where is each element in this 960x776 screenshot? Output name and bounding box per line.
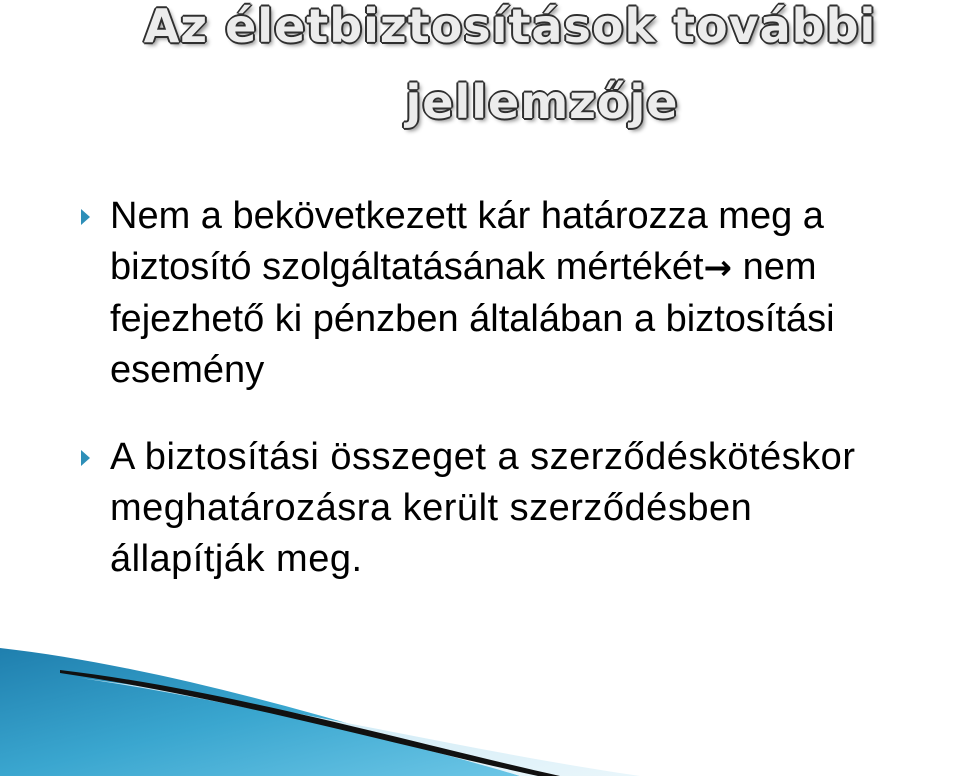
right-arrow-icon: → xyxy=(703,248,733,288)
bullet-2-line-2: meghatározásra került szerződésben xyxy=(110,487,753,529)
bullet-1-line-3: fejezhető ki pénzben általában a biztosítási xyxy=(110,298,835,340)
bullet-triangle-icon xyxy=(81,209,90,225)
bullet-list xyxy=(72,191,960,585)
bullet-1-line-4: esemény xyxy=(110,349,265,391)
corner-wave-decoration xyxy=(0,640,960,776)
bullet-1-line-1: Nem a bekövetkezett kár határozza meg a xyxy=(110,195,824,237)
bullet-1-line-2-text: biztosító szolgáltatásának mértékét xyxy=(110,246,704,288)
decor-blue-band xyxy=(0,648,520,776)
bullet-item-2 xyxy=(72,432,960,585)
bullet-1-line-2 xyxy=(110,242,960,294)
bullet-1-line-2-tail: nem xyxy=(732,246,817,288)
bullet-triangle-icon xyxy=(81,450,90,466)
slide-title xyxy=(0,0,960,140)
bullet-2-line-1: A biztosítási összeget a szerződéskötéskor xyxy=(110,436,856,478)
title-line-1: Az életbiztosítások további xyxy=(143,0,877,53)
bullet-item-1 xyxy=(72,191,960,396)
bullet-2-line-3: állapítják meg. xyxy=(110,538,363,580)
title-line-2: jellemzője xyxy=(405,75,679,129)
